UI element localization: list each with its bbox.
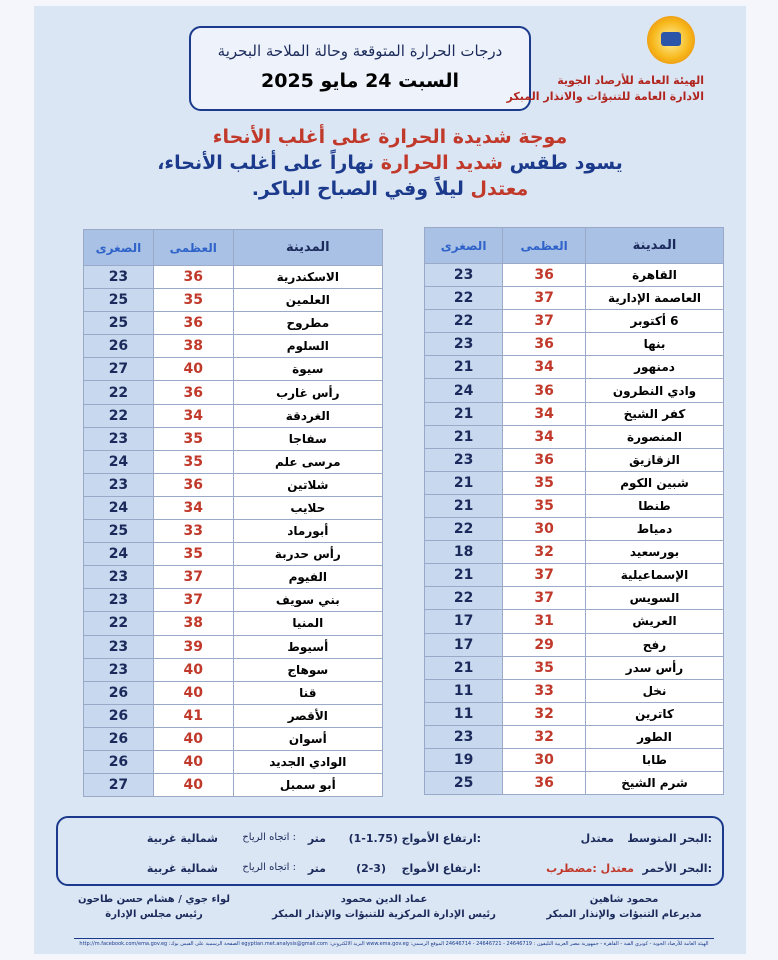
- max-temp-cell: 41: [153, 704, 233, 727]
- max-temp-cell: 37: [503, 310, 586, 333]
- city-cell: دمياط: [586, 518, 724, 541]
- min-temp-cell: 23: [84, 635, 154, 658]
- table-row: [84, 774, 383, 797]
- max-temp-cell: 34: [503, 425, 586, 448]
- min-temp-cell: 26: [84, 681, 154, 704]
- city-cell: العريش: [586, 610, 724, 633]
- table-row: [84, 381, 383, 404]
- table-row: [425, 702, 724, 725]
- table-row: [425, 333, 724, 356]
- min-temp-cell: 21: [425, 471, 503, 494]
- max-temp-cell: 32: [503, 702, 586, 725]
- bulletin-page: [34, 6, 746, 954]
- min-temp-cell: 22: [84, 404, 154, 427]
- wave-label: ارتفاع الأمواج:: [401, 832, 481, 845]
- city-cell: العلمين: [233, 289, 382, 312]
- table-row: [84, 404, 383, 427]
- city-cell: أبورماد: [233, 520, 382, 543]
- min-temp-cell: 24: [84, 450, 154, 473]
- max-temp-cell: 34: [503, 402, 586, 425]
- table-row: [84, 543, 383, 566]
- max-temp-cell: 35: [503, 471, 586, 494]
- min-temp-cell: 23: [425, 725, 503, 748]
- max-temp-cell: 33: [503, 679, 586, 702]
- min-temp-cell: 26: [84, 727, 154, 750]
- table-row: [84, 335, 383, 358]
- temperature-table-left: [83, 229, 383, 797]
- max-temp-cell: 36: [503, 772, 586, 795]
- col-max: العظمى: [153, 230, 233, 266]
- sea-conditions-box: [56, 816, 724, 886]
- max-temp-cell: 36: [153, 381, 233, 404]
- city-cell: الأقصر: [233, 704, 382, 727]
- city-cell: 6 أكتوبر: [586, 310, 724, 333]
- table-row: [84, 566, 383, 589]
- max-temp-cell: 36: [503, 333, 586, 356]
- wind-label: اتجاه الرياح :: [242, 862, 296, 873]
- city-cell: القاهرة: [586, 264, 724, 287]
- min-temp-cell: 17: [425, 633, 503, 656]
- sea-label: البحر الأحمر:: [642, 862, 712, 875]
- min-temp-cell: 24: [425, 379, 503, 402]
- min-temp-cell: 22: [84, 381, 154, 404]
- city-cell: الزقازيق: [586, 448, 724, 471]
- min-temp-cell: 22: [84, 612, 154, 635]
- min-temp-cell: 22: [425, 287, 503, 310]
- table-row: [425, 448, 724, 471]
- city-cell: بني سويف: [233, 589, 382, 612]
- signature-head: عماد الدين محمود رئيس الإدارة المركزية للتنبؤات والإنذار المبكر: [272, 894, 496, 920]
- headline-night: معتدل ليلاً وفي الصباح الباكر.: [251, 178, 529, 200]
- table-row: [84, 289, 383, 312]
- max-temp-cell: 40: [153, 358, 233, 381]
- max-temp-cell: 37: [153, 589, 233, 612]
- table-row: [425, 425, 724, 448]
- table-row: [84, 658, 383, 681]
- col-max: العظمى: [503, 228, 586, 264]
- title-box: [189, 26, 531, 111]
- bulletin-title: درجات الحرارة المتوقعة وحالة الملاحة البحرية: [217, 42, 503, 60]
- city-cell: الاسكندرية: [233, 266, 382, 289]
- min-temp-cell: 21: [425, 656, 503, 679]
- table-row: [425, 564, 724, 587]
- min-temp-cell: 24: [84, 543, 154, 566]
- ema-logo-icon: [647, 16, 695, 64]
- max-temp-cell: 40: [153, 774, 233, 797]
- sea-state: معتدل :مضطرب: [546, 862, 634, 875]
- max-temp-cell: 39: [153, 635, 233, 658]
- max-temp-cell: 40: [153, 658, 233, 681]
- max-temp-cell: 35: [503, 494, 586, 517]
- table-row: [425, 679, 724, 702]
- min-temp-cell: 27: [84, 774, 154, 797]
- max-temp-cell: 29: [503, 633, 586, 656]
- min-temp-cell: 23: [425, 333, 503, 356]
- min-temp-cell: 22: [425, 310, 503, 333]
- min-temp-cell: 22: [425, 518, 503, 541]
- max-temp-cell: 36: [503, 448, 586, 471]
- city-cell: مرسى علم: [233, 450, 382, 473]
- table-row: [425, 356, 724, 379]
- city-cell: مطروح: [233, 312, 382, 335]
- city-cell: دمنهور: [586, 356, 724, 379]
- city-cell: أبو سمبل: [233, 774, 382, 797]
- city-cell: سفاجا: [233, 427, 382, 450]
- table-row: [84, 312, 383, 335]
- city-cell: نخل: [586, 679, 724, 702]
- city-cell: وادي النطرون: [586, 379, 724, 402]
- min-temp-cell: 23: [84, 658, 154, 681]
- min-temp-cell: 19: [425, 748, 503, 771]
- table-row: [425, 633, 724, 656]
- min-temp-cell: 23: [425, 448, 503, 471]
- table-row: [84, 266, 383, 289]
- city-cell: بنها: [586, 333, 724, 356]
- city-cell: سوهاج: [233, 658, 382, 681]
- city-cell: طنطا: [586, 494, 724, 517]
- table-row: [84, 358, 383, 381]
- col-min: الصغرى: [84, 230, 154, 266]
- table-row: [84, 612, 383, 635]
- signature-director: محمود شاهين مديرعام التنبؤات والإنذار المبكر: [546, 894, 702, 920]
- city-cell: طابا: [586, 748, 724, 771]
- min-temp-cell: 23: [84, 427, 154, 450]
- col-min: الصغرى: [425, 228, 503, 264]
- min-temp-cell: 18: [425, 541, 503, 564]
- signature-chairman: لواء جوي / هشام حسن طاحون رئيس مجلس الإدارة: [77, 894, 231, 920]
- table-row: [84, 520, 383, 543]
- sea-row-mediterranean: [58, 832, 726, 852]
- sea-row-red: [58, 862, 726, 882]
- min-temp-cell: 11: [425, 702, 503, 725]
- max-temp-cell: 36: [153, 312, 233, 335]
- city-cell: كفر الشيخ: [586, 402, 724, 425]
- table-row: [84, 496, 383, 519]
- table-row: [425, 772, 724, 795]
- city-cell: الغردقة: [233, 404, 382, 427]
- max-temp-cell: 36: [153, 266, 233, 289]
- min-temp-cell: 25: [84, 289, 154, 312]
- table-row: [425, 264, 724, 287]
- min-temp-cell: 27: [84, 358, 154, 381]
- wind-label: اتجاه الرياح :: [242, 832, 296, 843]
- city-cell: أسيوط: [233, 635, 382, 658]
- max-temp-cell: 35: [153, 289, 233, 312]
- min-temp-cell: 21: [425, 494, 503, 517]
- table-row: [425, 494, 724, 517]
- table-row: [425, 748, 724, 771]
- max-temp-cell: 34: [153, 496, 233, 519]
- max-temp-cell: 40: [153, 727, 233, 750]
- table-row: [84, 427, 383, 450]
- min-temp-cell: 23: [425, 264, 503, 287]
- wind-direction: شمالية غربية: [146, 862, 218, 875]
- min-temp-cell: 26: [84, 335, 154, 358]
- max-temp-cell: 37: [153, 566, 233, 589]
- table-row: [425, 402, 724, 425]
- city-cell: قنا: [233, 681, 382, 704]
- min-temp-cell: 21: [425, 564, 503, 587]
- table-row: [84, 589, 383, 612]
- min-temp-cell: 25: [84, 520, 154, 543]
- city-cell: السلوم: [233, 335, 382, 358]
- wave-label: ارتفاع الأمواج:: [401, 862, 481, 875]
- city-cell: المنيا: [233, 612, 382, 635]
- min-temp-cell: 21: [425, 402, 503, 425]
- city-cell: الوادي الجديد: [233, 750, 382, 773]
- sea-label: البحر المتوسط:: [627, 832, 712, 845]
- table-row: [84, 704, 383, 727]
- city-cell: شرم الشيخ: [586, 772, 724, 795]
- max-temp-cell: 37: [503, 587, 586, 610]
- max-temp-cell: 35: [153, 450, 233, 473]
- max-temp-cell: 40: [153, 681, 233, 704]
- city-cell: الإسماعيلية: [586, 564, 724, 587]
- wave-unit: متر: [307, 862, 326, 875]
- min-temp-cell: 23: [84, 589, 154, 612]
- table-row: [84, 473, 383, 496]
- headline-day: يسود طقس شديد الحرارة نهاراً على أغلب الأنحاء،: [157, 152, 623, 174]
- max-temp-cell: 31: [503, 610, 586, 633]
- min-temp-cell: 23: [84, 473, 154, 496]
- max-temp-cell: 35: [153, 543, 233, 566]
- table-row: [425, 471, 724, 494]
- table-row: [425, 725, 724, 748]
- bulletin-date: السبت 24 مايو 2025: [261, 70, 459, 92]
- city-cell: المنصورة: [586, 425, 724, 448]
- max-temp-cell: 34: [503, 356, 586, 379]
- table-row: [425, 310, 724, 333]
- city-cell: شلاتين: [233, 473, 382, 496]
- wind-direction: شمالية غربية: [146, 832, 218, 845]
- table-row: [425, 656, 724, 679]
- org-name: الهيئة العامة للأرصاد الجوية: [557, 74, 704, 87]
- table-row: [425, 287, 724, 310]
- table-row: [425, 587, 724, 610]
- city-cell: العاصمة الإدارية: [586, 287, 724, 310]
- city-cell: الطور: [586, 725, 724, 748]
- max-temp-cell: 36: [503, 379, 586, 402]
- min-temp-cell: 23: [84, 266, 154, 289]
- min-temp-cell: 22: [425, 587, 503, 610]
- max-temp-cell: 38: [153, 335, 233, 358]
- footer-contact: الهيئة العامة للأرصاد الجوية - كوبري القبة - القاهرة - جمهورية مصر العربية التليفون : 24646719 - 24646721 - 24646714 الموقع الرسمي: www.ema.gov.eg البريد الالكتروني: egyptian.met.analysis@gmail.com الصفحة الرسمية على الفيس بوك: http://m.facebook.com/ema.gov.eg: [74, 938, 714, 947]
- table-row: [84, 450, 383, 473]
- min-temp-cell: 26: [84, 750, 154, 773]
- min-temp-cell: 25: [84, 312, 154, 335]
- table-row: [425, 379, 724, 402]
- max-temp-cell: 36: [153, 473, 233, 496]
- table-row: [425, 541, 724, 564]
- col-city: المدينة: [586, 228, 724, 264]
- max-temp-cell: 32: [503, 725, 586, 748]
- max-temp-cell: 30: [503, 518, 586, 541]
- min-temp-cell: 11: [425, 679, 503, 702]
- table-row: [84, 681, 383, 704]
- min-temp-cell: 17: [425, 610, 503, 633]
- max-temp-cell: 38: [153, 612, 233, 635]
- sea-state: معتدل: [580, 832, 614, 845]
- max-temp-cell: 30: [503, 748, 586, 771]
- city-cell: رأس حدربة: [233, 543, 382, 566]
- wave-height: (2-3): [356, 862, 386, 875]
- city-cell: رأس غارب: [233, 381, 382, 404]
- wave-height: (1-1.75): [348, 832, 398, 845]
- table-row: [84, 635, 383, 658]
- city-cell: شبين الكوم: [586, 471, 724, 494]
- max-temp-cell: 36: [503, 264, 586, 287]
- max-temp-cell: 40: [153, 750, 233, 773]
- city-cell: رأس سدر: [586, 656, 724, 679]
- max-temp-cell: 35: [153, 427, 233, 450]
- headline-warning: موجة شديدة الحرارة على أغلب الأنحاء: [212, 126, 568, 148]
- table-row: [84, 750, 383, 773]
- table-row: [84, 727, 383, 750]
- city-cell: كاترين: [586, 702, 724, 725]
- city-cell: السويس: [586, 587, 724, 610]
- city-cell: رفح: [586, 633, 724, 656]
- max-temp-cell: 37: [503, 564, 586, 587]
- city-cell: أسوان: [233, 727, 382, 750]
- city-cell: حلايب: [233, 496, 382, 519]
- temperature-table-right: [424, 227, 724, 795]
- col-city: المدينة: [233, 230, 382, 266]
- min-temp-cell: 25: [425, 772, 503, 795]
- table-row: [425, 518, 724, 541]
- min-temp-cell: 21: [425, 356, 503, 379]
- max-temp-cell: 34: [153, 404, 233, 427]
- table-row: [425, 610, 724, 633]
- max-temp-cell: 37: [503, 287, 586, 310]
- org-department: الادارة العامة للتنبؤات والانذار المبكر: [506, 90, 704, 103]
- min-temp-cell: 26: [84, 704, 154, 727]
- max-temp-cell: 35: [503, 656, 586, 679]
- wave-unit: متر: [307, 832, 326, 845]
- min-temp-cell: 24: [84, 496, 154, 519]
- city-cell: الفيوم: [233, 566, 382, 589]
- min-temp-cell: 21: [425, 425, 503, 448]
- max-temp-cell: 33: [153, 520, 233, 543]
- city-cell: سيوة: [233, 358, 382, 381]
- max-temp-cell: 32: [503, 541, 586, 564]
- city-cell: بورسعيد: [586, 541, 724, 564]
- min-temp-cell: 23: [84, 566, 154, 589]
